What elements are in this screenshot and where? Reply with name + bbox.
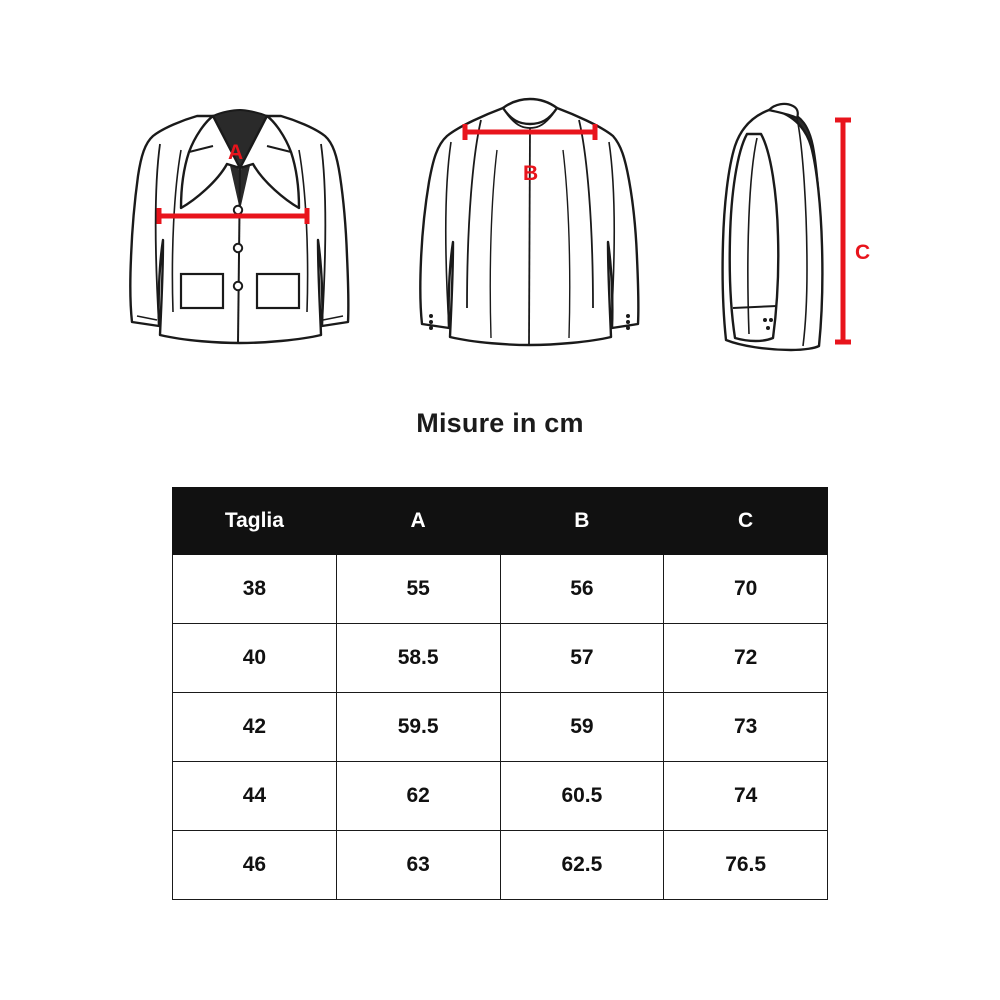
table-row <box>173 762 828 831</box>
table-header-cell: B <box>500 488 664 555</box>
size-table <box>172 487 828 900</box>
table-row <box>173 693 828 762</box>
measure-label-c: C <box>855 241 871 264</box>
table-cell-b: 56 <box>500 555 664 624</box>
table-header-cell: C <box>664 488 828 555</box>
size-table-wrapper <box>172 487 828 900</box>
table-cell-c: 76.5 <box>664 831 828 900</box>
measure-label-b: B <box>523 162 539 185</box>
jacket-side-figure <box>705 90 875 360</box>
table-row <box>173 831 828 900</box>
table-cell-size: 46 <box>173 831 337 900</box>
jacket-front-illustration <box>125 90 355 360</box>
table-header-row <box>173 488 828 555</box>
size-table-head <box>173 488 828 555</box>
table-cell-a: 58.5 <box>336 624 500 693</box>
measurement-unit-caption: Misure in cm <box>416 408 584 438</box>
illustration-row <box>0 90 1000 380</box>
jacket-side-illustration <box>705 90 875 360</box>
size-table-body <box>173 555 828 900</box>
jacket-back-figure <box>415 90 645 360</box>
table-cell-b: 62.5 <box>500 831 664 900</box>
table-cell-b: 57 <box>500 624 664 693</box>
table-cell-size: 44 <box>173 762 337 831</box>
table-cell-c: 70 <box>664 555 828 624</box>
table-cell-size: 42 <box>173 693 337 762</box>
table-cell-c: 74 <box>664 762 828 831</box>
table-cell-c: 72 <box>664 624 828 693</box>
table-row <box>173 624 828 693</box>
table-cell-size: 38 <box>173 555 337 624</box>
jacket-back-illustration <box>415 90 645 360</box>
table-header-cell: Taglia <box>173 488 337 555</box>
measure-line-c <box>835 120 851 342</box>
table-cell-a: 55 <box>336 555 500 624</box>
table-cell-a: 63 <box>336 831 500 900</box>
table-cell-size: 40 <box>173 624 337 693</box>
table-cell-b: 60.5 <box>500 762 664 831</box>
table-header-cell: A <box>336 488 500 555</box>
table-cell-a: 62 <box>336 762 500 831</box>
jacket-front-figure <box>125 90 355 360</box>
table-cell-a: 59.5 <box>336 693 500 762</box>
measure-label-a: A <box>228 141 244 164</box>
table-cell-c: 73 <box>664 693 828 762</box>
table-row <box>173 555 828 624</box>
table-cell-b: 59 <box>500 693 664 762</box>
